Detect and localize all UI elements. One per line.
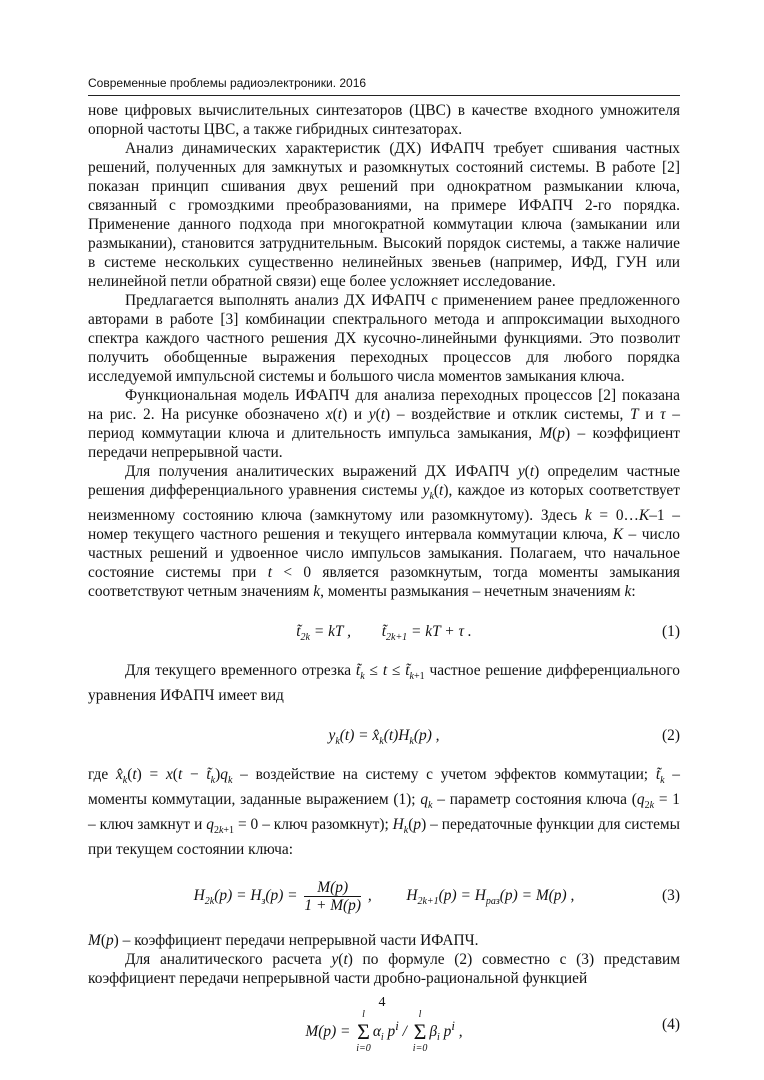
- equation-3-number: (3): [662, 887, 680, 905]
- paragraph-1: нове цифровых вычислительных синтезаторов (ЦВС) в качестве входного умножителя опорной частоты ЦВС, а также гибридных синтезаторах.: [88, 102, 680, 138]
- equation-3: $H_{2k}(p) = H_з(p)$ = $\frac{M(p)}{1 + M(p)}$ , $H_{2k+1}(p) = H_{раз}(p) = M(p)$ , (3): [88, 873, 680, 919]
- paragraph-2: Анализ динамических характеристик (ДХ) ИФАПЧ требует сшивания частных решений, полученных для замкнутых и разомкнутых состояний системы. В работе [2] показан принцип сшивания двух решений при однократном размыкании ключа, связанный с громоздкими преобразованиями, на примере ИФАПЧ 2-го порядка. Применение данного подхода при многократной коммутации ключа (замыкании или размыкании), становится затруднительным. Высокий порядок системы, а также наличие в системе нескольких существенно нелинейных звеньев (например, ИФД, ГУН или нелинейной петли обратной связи) еще более усложняет исследование.: [88, 140, 680, 290]
- paragraph-3: Предлагается выполнять анализ ДХ ИФАПЧ с применением ранее предложенного авторами в работе [3] комбинации спектрального метода и аппроксимации выходного спектра каждого частного решения ДХ кусочно-линейными функциями. Это позволит получить обобщенные выражения переходных процессов для любого порядка исследуемой импульсной системы и большого числа моментов замыкания ключа.: [88, 292, 680, 385]
- paragraph-9: Для аналитического расчета y(t) по формуле (2) совместно с (3) представим коэффициент передачи непрерывной части дробно-рациональной функцией: [88, 951, 681, 988]
- paragraph-4: Функциональная модель ИФАПЧ для анализа переходных процессов [2] показана на рис. 2. На рисунке обозначено x(t) и y(t) – воздействие и отклик системы, T и τ – период коммутации ключа и длительность импульса замыкания, M(p) – коэффициент передачи непрерывной части.: [88, 387, 680, 461]
- equation-4: M(p) = l Σ i=0 $\alpha_i$ $p^i$ / l Σ i=0 $\beta_i$ $p^i$ , (4): [88, 1002, 680, 1048]
- page-number: 4: [378, 995, 386, 1010]
- equation-1: $t̃_{2k}$ = kT , $t̃_{2k+1}$ = kT + τ . (1): [88, 615, 680, 649]
- paragraph-5: Для получения аналитических выражений ДХ ИФАПЧ y(t) определим частные решения дифференциального уравнения системы $y_k(t)$, каждое из которых соответствует неизменному состоянию ключа (замкнутому или разомкнутому). Здесь k = 0…K–1 – номер текущего частного решения и текущего интервала коммутации ключа, K – число частных решений и удвоенное число импульсов замыкания. Полагаем, что начальное состояние системы при t < 0 является разомкнутым, тогда моменты замыкания соответствуют четным значениям k, моменты размыкания – нечетным значениям k:: [88, 463, 681, 601]
- paragraph-8: M(p) – коэффициент передачи непрерывной части ИФАПЧ.: [88, 932, 479, 950]
- paragraph-6: Для текущего временного отрезка $t̃_k \le t$ ≤ $t̃_{k+1}$ частное решение дифференциального уравнения ИФАПЧ имеет вид: [88, 662, 680, 705]
- equation-1-number: (1): [662, 623, 680, 641]
- header-rule: [88, 95, 680, 96]
- equation-2-number: (2): [662, 727, 680, 745]
- paragraph-7: где $x̂_k(t) = x(t$ − $t̃_k)q_k$ – воздействие на систему с учетом эффектов коммутации; $t̃_k$ – моменты коммутации, заданные выражением (1); $q_k$ – параметр состояния ключа ($q_{2k} = 1$ – ключ замкнут и $q_{2k+1} = 0$ – ключ разомкнут); $H_k(p)$ – передаточные функции для системы при текущем состоянии ключа:: [88, 766, 681, 859]
- running-header: Современные проблемы радиоэлектроники. 2016: [88, 76, 367, 90]
- equation-2: $y_k(t)$ = $x̂_k(t)H_k(p)$ , (2): [88, 719, 680, 753]
- equation-4-number: (4): [662, 1016, 680, 1034]
- body-text: [88, 101, 680, 1060]
